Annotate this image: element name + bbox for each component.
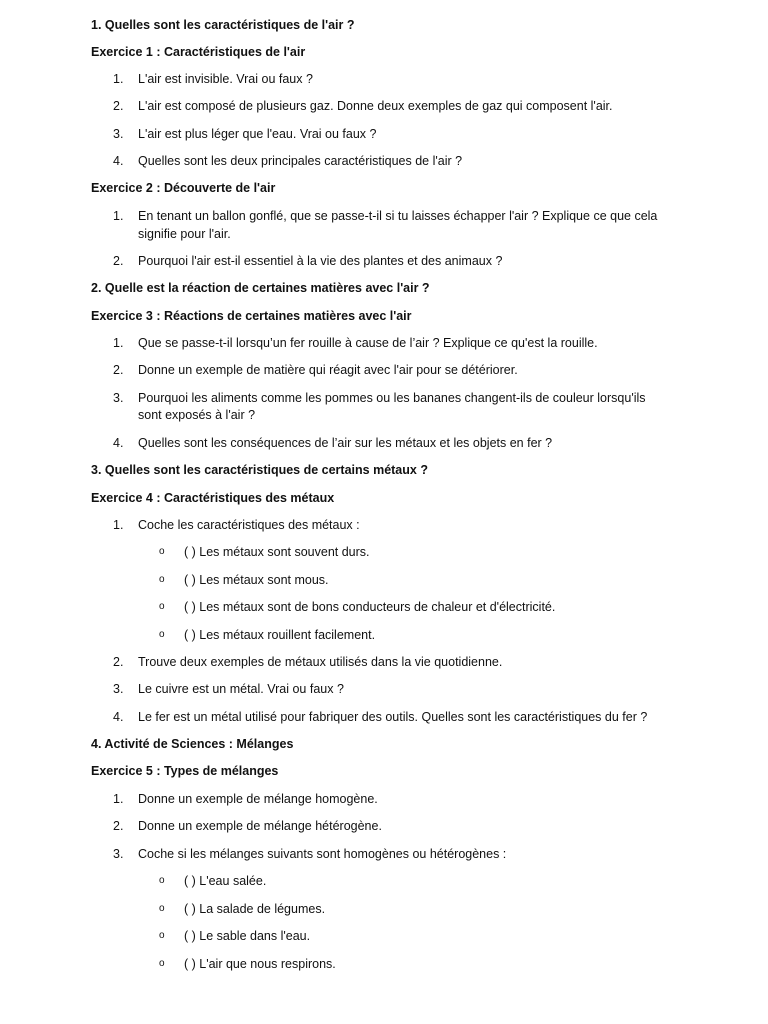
item-number: 1.: [113, 336, 124, 350]
item-number: 2.: [113, 655, 124, 669]
bullet-marker: o: [159, 875, 165, 886]
exercise-heading: Exercice 3 : Réactions de certaines matières avec l'air: [91, 309, 412, 323]
question-text: Le cuivre est un métal. Vrai ou faux ?: [138, 682, 344, 696]
item-number: 2.: [113, 254, 124, 268]
item-number: 3.: [113, 391, 124, 405]
exercise-heading: Exercice 2 : Découverte de l'air: [91, 181, 276, 195]
item-number: 4.: [113, 154, 124, 168]
item-number: 3.: [113, 682, 124, 696]
question-text: Coche les caractéristiques des métaux :: [138, 518, 360, 532]
checkbox-option: ( ) La salade de légumes.: [184, 902, 326, 916]
question-text: L'air est invisible. Vrai ou faux ?: [138, 72, 313, 86]
item-number: 1.: [113, 792, 124, 806]
checkbox-option: ( ) Les métaux rouillent facilement.: [184, 628, 376, 642]
question-text: Quelles sont les conséquences de l’air sur les métaux et les objets en fer ?: [138, 436, 553, 450]
section-heading: 3. Quelles sont les caractéristiques de certains métaux ?: [91, 463, 428, 477]
bullet-marker: o: [159, 930, 165, 941]
section-heading: 4. Activité de Sciences : Mélanges: [91, 737, 294, 751]
exercise-heading: Exercice 4 : Caractéristiques des métaux: [91, 491, 335, 505]
question-text: L'air est composé de plusieurs gaz. Donne deux exemples de gaz qui composent l'air.: [138, 99, 613, 113]
question-text: Donne un exemple de matière qui réagit avec l'air pour se détériorer.: [138, 363, 518, 377]
question-text: Pourquoi l'air est-il essentiel à la vie des plantes et des animaux ?: [138, 254, 503, 268]
checkbox-option: ( ) Les métaux sont mous.: [184, 573, 329, 587]
question-text: L'air est plus léger que l'eau. Vrai ou faux ?: [138, 127, 377, 141]
question-text: Donne un exemple de mélange hétérogène.: [138, 819, 382, 833]
question-text: Le fer est un métal utilisé pour fabriquer des outils. Quelles sont les caractéristiques du fer ?: [138, 710, 648, 724]
checkbox-option: ( ) Les métaux sont souvent durs.: [184, 545, 370, 559]
bullet-marker: o: [159, 546, 165, 557]
question-text: En tenant un ballon gonflé, que se passe-t-il si tu laisses échapper l'air ? Explique ce que cela: [138, 209, 658, 223]
item-number: 3.: [113, 127, 124, 141]
question-text: Pourquoi les aliments comme les pommes ou les bananes changent-ils de couleur lorsqu'ils: [138, 391, 646, 405]
item-number: 4.: [113, 710, 124, 724]
question-text: Trouve deux exemples de métaux utilisés dans la vie quotidienne.: [138, 655, 503, 669]
question-text: Donne un exemple de mélange homogène.: [138, 792, 378, 806]
item-number: 2.: [113, 819, 124, 833]
question-text: Quelles sont les deux principales caractéristiques de l'air ?: [138, 154, 463, 168]
bullet-marker: o: [159, 629, 165, 640]
question-text-continued: sont exposés à l'air ?: [138, 408, 256, 422]
checkbox-option: ( ) Le sable dans l'eau.: [184, 929, 311, 943]
question-text: Coche si les mélanges suivants sont homogènes ou hétérogènes :: [138, 847, 507, 861]
bullet-marker: o: [159, 958, 165, 969]
item-number: 1.: [113, 209, 124, 223]
item-number: 2.: [113, 99, 124, 113]
exercise-heading: Exercice 5 : Types de mélanges: [91, 764, 279, 778]
checkbox-option: ( ) L'eau salée.: [184, 874, 267, 888]
bullet-marker: o: [159, 903, 165, 914]
section-heading: 2. Quelle est la réaction de certaines matières avec l'air ?: [91, 281, 430, 295]
exercise-heading: Exercice 1 : Caractéristiques de l'air: [91, 45, 306, 59]
item-number: 2.: [113, 363, 124, 377]
question-text: Que se passe-t-il lorsqu’un fer rouille à cause de l’air ? Explique ce qu'est la rouille.: [138, 336, 598, 350]
bullet-marker: o: [159, 574, 165, 585]
checkbox-option: ( ) Les métaux sont de bons conducteurs de chaleur et d'électricité.: [184, 600, 556, 614]
bullet-marker: o: [159, 601, 165, 612]
question-text-continued: signifie pour l'air.: [138, 227, 231, 241]
checkbox-option: ( ) L'air que nous respirons.: [184, 957, 336, 971]
item-number: 4.: [113, 436, 124, 450]
section-heading: 1. Quelles sont les caractéristiques de l'air ?: [91, 18, 355, 32]
item-number: 3.: [113, 847, 124, 861]
item-number: 1.: [113, 72, 124, 86]
item-number: 1.: [113, 518, 124, 532]
